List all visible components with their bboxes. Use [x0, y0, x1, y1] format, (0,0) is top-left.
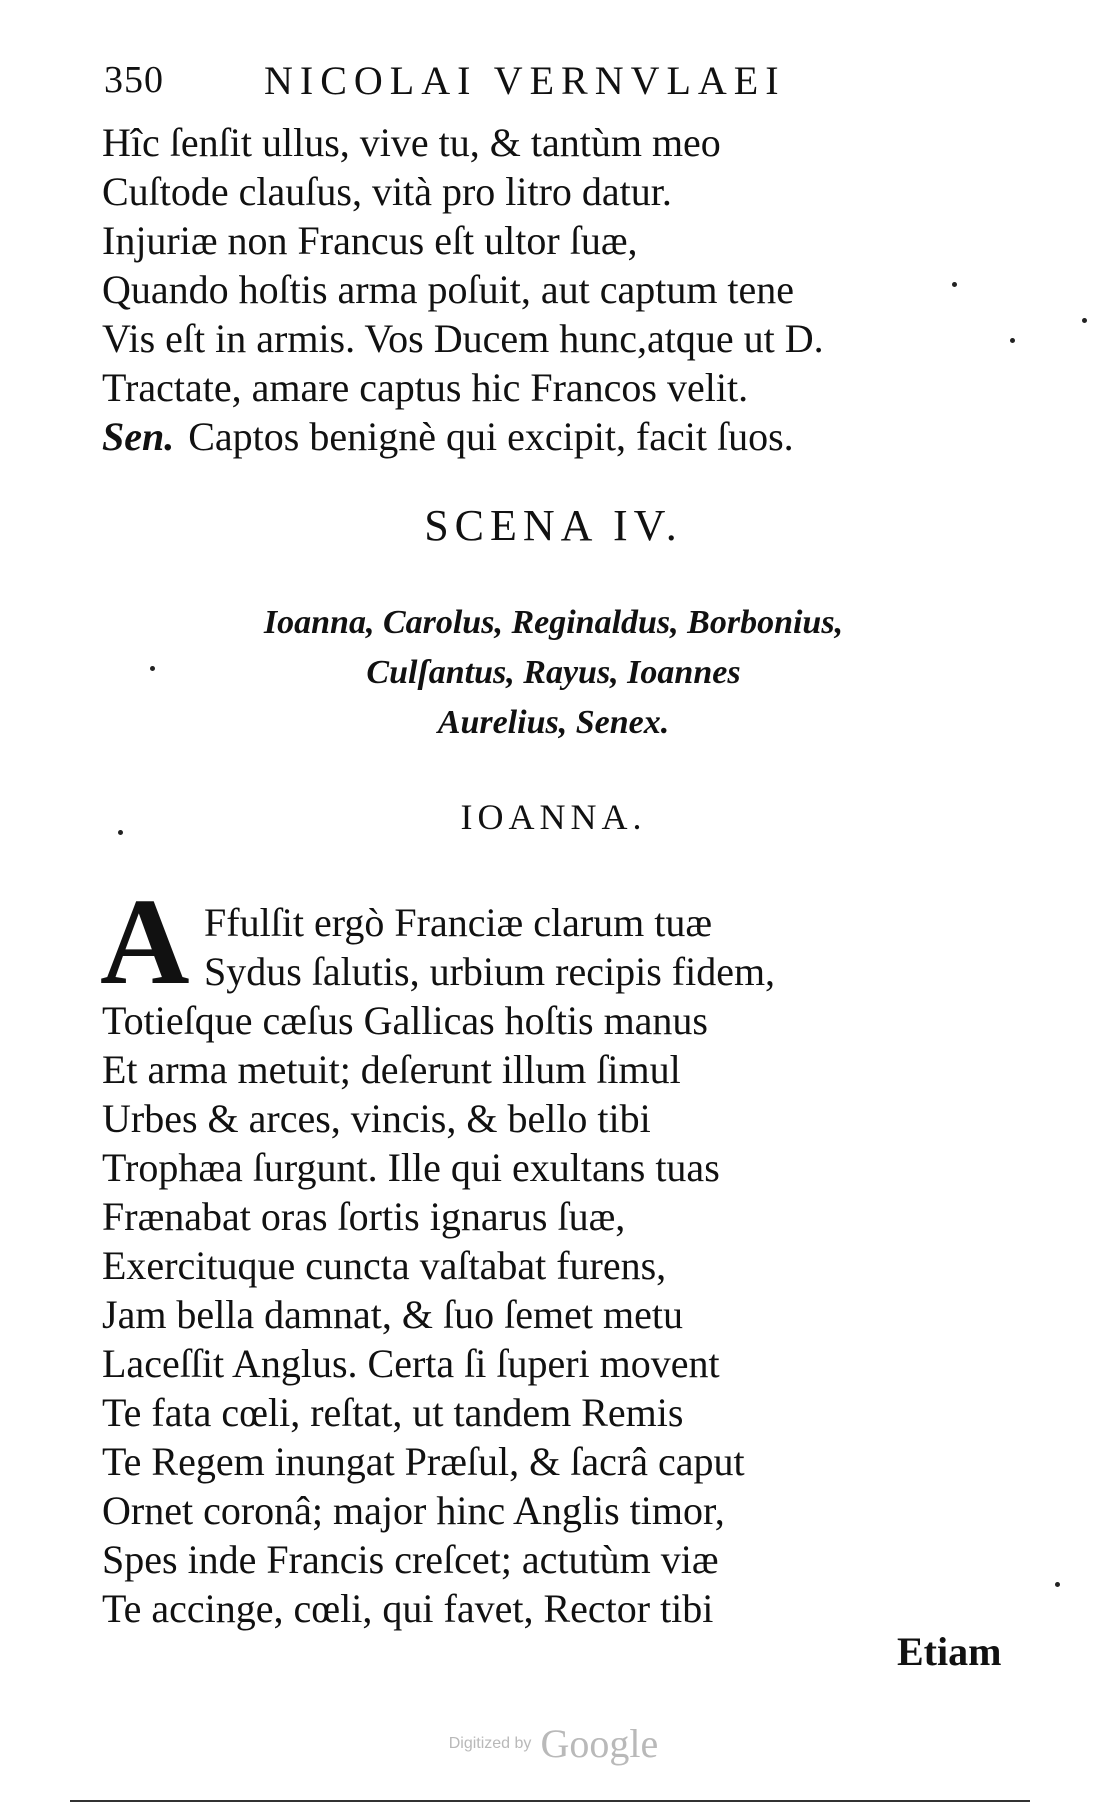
- verse-line: Cuſtode clauſus, vità pro litro datur.: [102, 169, 672, 214]
- ink-speck: [952, 282, 957, 287]
- verse-line: Totieſque cæſus Gallicas hoſtis manus: [102, 998, 708, 1043]
- verse-line: Urbes & arces, vincis, & bello tibi: [102, 1096, 651, 1141]
- verse-line: Te fata cœli, reſtat, ut tandem Remis: [102, 1390, 684, 1435]
- speaker-label: Sen.: [102, 414, 175, 459]
- verse-line: Frænabat oras ſortis ignarus ſuæ,: [102, 1194, 626, 1239]
- verse-line: Hîc ſenſit ullus, vive tu, & tantùm meo: [102, 120, 721, 165]
- verse-line: Te accinge, cœli, qui favet, Rector tibi: [102, 1586, 714, 1631]
- verse-line: Trophæa ſurgunt. Ille qui exultans tuas: [102, 1145, 720, 1190]
- cast-line: Aurelius, Senex.: [437, 704, 670, 741]
- verse-line: Sydus ſalutis, urbium recipis fidem,: [204, 949, 776, 994]
- speaker-heading: IOANNA.: [460, 797, 647, 837]
- verse-line: Ffulſit ergò Franciæ clarum tuæ: [204, 900, 713, 945]
- cast-line: Ioanna, Carolus, Reginaldus, Borbonius,: [263, 604, 844, 641]
- verse-line: Laceſſit Anglus. Certa ſi ſuperi movent: [102, 1341, 720, 1386]
- page-number: 350: [104, 59, 164, 101]
- verse-line: Spes inde Francis creſcet; actutùm viæ: [102, 1537, 719, 1582]
- page-header: [104, 52, 864, 108]
- running-head: NICOLAI VERNVLAEI: [264, 57, 786, 103]
- page-bottom-rule: [70, 1800, 1030, 1802]
- ink-speck: [118, 830, 123, 835]
- verse-line: Et arma metuit; deſerunt illum ſimul: [102, 1047, 681, 1092]
- verse-block-top: [102, 118, 962, 461]
- google-logo: Google: [540, 1721, 659, 1766]
- cast-line: Culſantus, Rayus, Ioannes: [366, 654, 741, 691]
- scene-heading: SCENA IV.: [424, 501, 683, 550]
- verse-line: Tractate, amare captus hic Francos velit.: [102, 365, 749, 410]
- verse-line: Quando hoſtis arma poſuit, aut captum tene: [102, 267, 795, 312]
- verse-line: Ornet coronâ; major hinc Anglis timor,: [102, 1488, 725, 1533]
- verse-line: Sen. Captos benignè qui excipit, facit ſuos.: [102, 414, 794, 459]
- digitization-watermark: [0, 1720, 1107, 1767]
- catchword: Etiam: [897, 1629, 1002, 1674]
- ink-speck: [1082, 318, 1087, 323]
- verse-line: Exercituque cuncta vaſtabat furens,: [102, 1243, 667, 1288]
- drop-cap-letter: A: [100, 873, 190, 1010]
- verse-line: Vis eſt in armis. Vos Ducem hunc,atque ut D.: [102, 316, 824, 361]
- verse-block-main: [102, 898, 962, 1633]
- verse-line: Jam bella damnat, & ſuo ſemet metu: [102, 1292, 683, 1337]
- verse-line: Injuriæ non Francus eſt ultor ſuæ,: [102, 218, 638, 263]
- ink-speck: [150, 666, 155, 671]
- cast-list: [0, 598, 1107, 748]
- watermark-prefix: Digitized by: [448, 1734, 532, 1752]
- ink-speck: [1010, 338, 1015, 343]
- verse-line: Te Regem inungat Præſul, & ſacrâ caput: [102, 1439, 745, 1484]
- ink-speck: [1055, 1582, 1060, 1587]
